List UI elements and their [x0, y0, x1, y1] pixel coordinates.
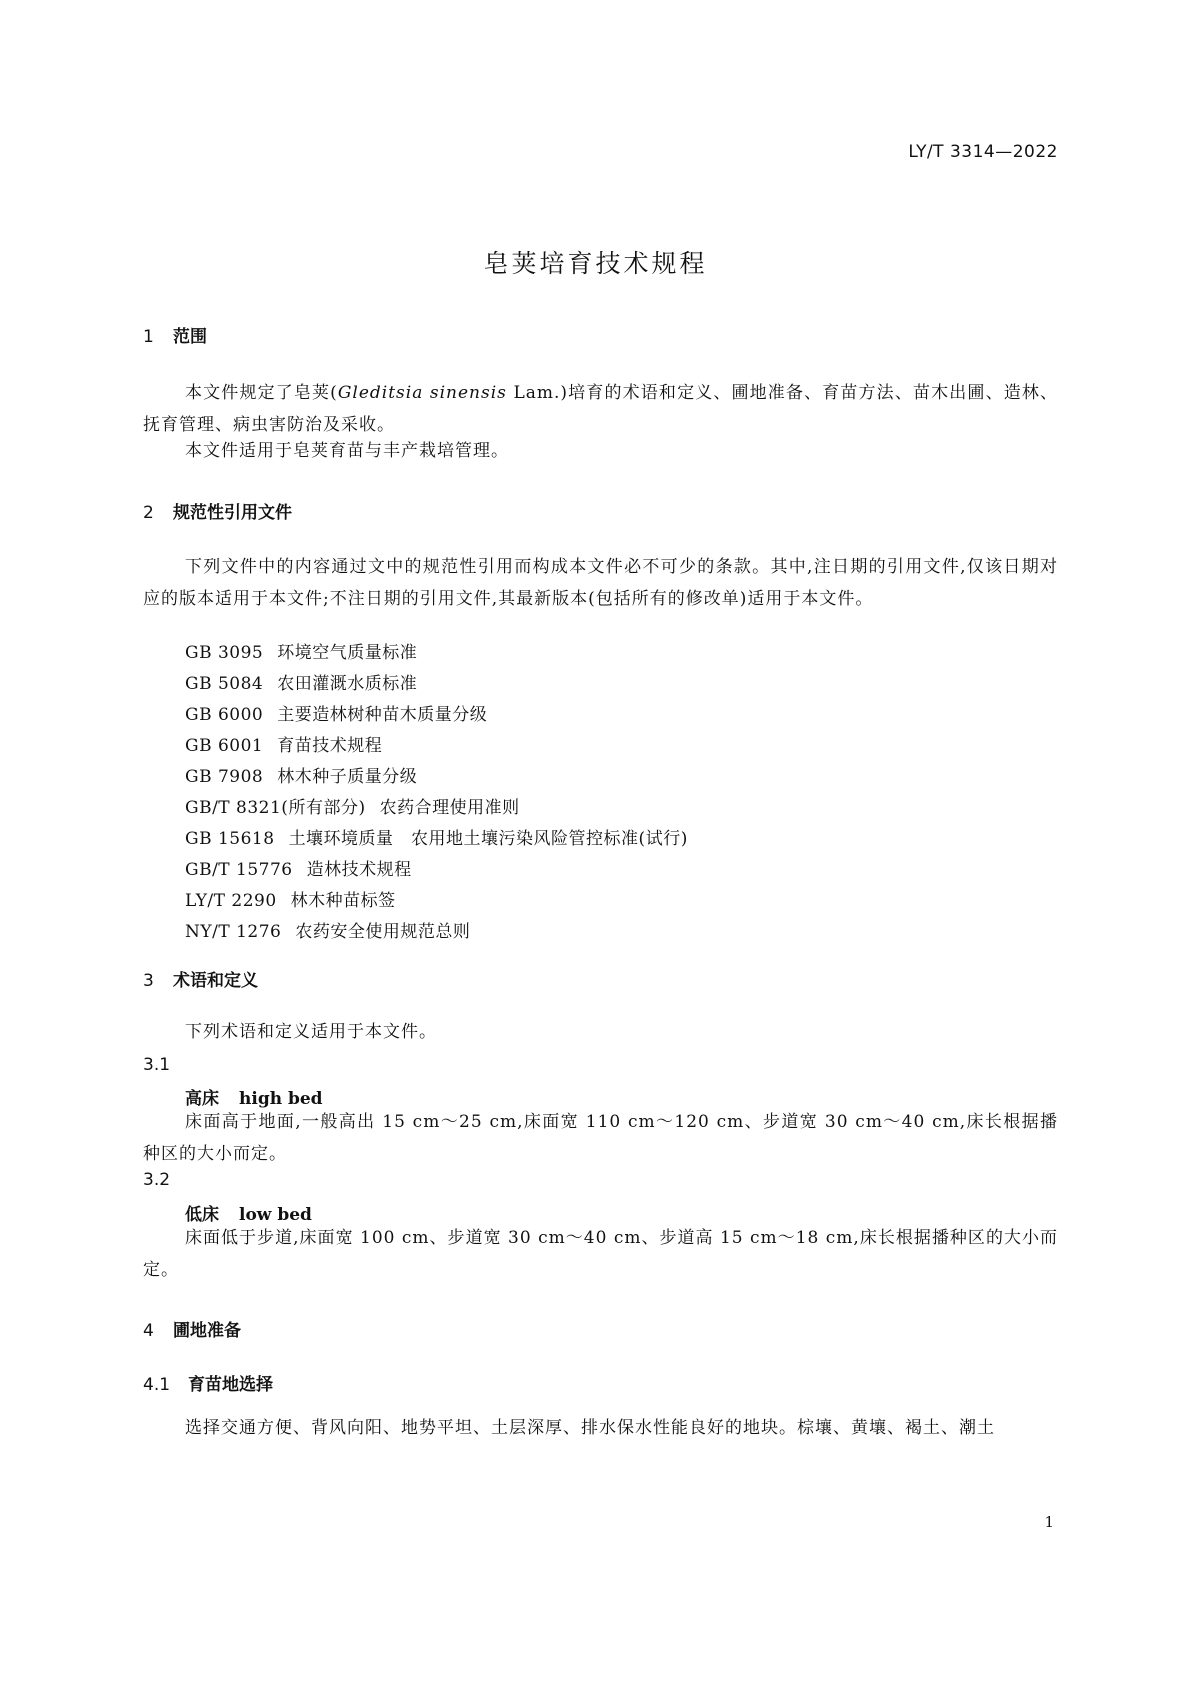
section-2-heading — [143, 498, 292, 523]
reference-code: GB/T 8321(所有部分) — [185, 798, 366, 818]
subsection-number: 4.1 — [143, 1375, 171, 1395]
term-number: 3.1 — [143, 1055, 171, 1075]
section-1-paragraph-1 — [143, 377, 1058, 441]
reference-title: 造林技术规程 — [306, 860, 412, 880]
document-title: 皂荚培育技术规程 — [483, 249, 708, 278]
normative-references-list — [185, 638, 688, 948]
term-english: high bed — [239, 1089, 323, 1109]
reference-title: 环境空气质量标准 — [277, 643, 418, 663]
term-definition: 床面高于地面,一般高出 15 cm～25 cm,床面宽 110 cm～120 cm、步道宽 30 cm～40 cm,床长根据播种区的大小而定。 — [143, 1112, 1058, 1164]
reference-item — [185, 824, 688, 855]
reference-code: GB 6001 — [185, 736, 264, 756]
term-chinese: 低床 — [185, 1205, 219, 1225]
reference-code: GB 5084 — [185, 674, 264, 694]
subsection-title: 育苗地选择 — [188, 1375, 273, 1395]
section-4-heading — [143, 1316, 241, 1341]
reference-item — [185, 793, 688, 824]
term-definition: 床面低于步道,床面宽 100 cm、步道宽 30 cm～40 cm、步道高 15 cm～18 cm,床长根据播种区的大小而定。 — [143, 1228, 1058, 1280]
section-1-heading — [143, 322, 207, 347]
section-3-intro: 下列术语和定义适用于本文件。 — [185, 1022, 437, 1042]
reference-title: 农药合理使用准则 — [379, 798, 520, 818]
latin-name: Gleditsia sinensis — [337, 383, 507, 403]
section-2-intro: 下列文件中的内容通过文中的规范性引用而构成本文件必不可少的条款。其中,注日期的引用文件,仅该日期对应的版本适用于本文件;不注日期的引用文件,其最新版本(包括所有的修改单)适用于本文件。 — [143, 557, 1058, 609]
reference-item — [185, 669, 688, 700]
standard-code: LY/T 3314—2022 — [908, 142, 1058, 162]
section-3-heading — [143, 966, 258, 991]
reference-item — [185, 855, 688, 886]
section-title: 范围 — [173, 327, 207, 347]
section-title: 术语和定义 — [173, 971, 258, 991]
reference-code: GB 3095 — [185, 643, 264, 663]
reference-item — [185, 731, 688, 762]
reference-code: GB/T 15776 — [185, 860, 293, 880]
section-number: 1 — [143, 327, 154, 347]
section-1-paragraph-2: 本文件适用于皂荚育苗与丰产栽培管理。 — [185, 441, 509, 461]
reference-title: 育苗技术规程 — [277, 736, 383, 756]
reference-title: 林木种子质量分级 — [277, 767, 418, 787]
reference-item — [185, 917, 688, 948]
reference-item — [185, 638, 688, 669]
reference-title: 土壤环境质量 农用地土壤污染风险管控标准(试行) — [288, 829, 688, 849]
reference-code: LY/T 2290 — [185, 891, 277, 911]
reference-title: 林木种苗标签 — [290, 891, 396, 911]
reference-title: 农田灌溉水质标准 — [277, 674, 418, 694]
subsection-4-1-paragraph: 选择交通方便、背风向阳、地势平坦、土层深厚、排水保水性能良好的地块。棕壤、黄壤、褐土、潮土 — [185, 1418, 995, 1438]
reference-code: GB 15618 — [185, 829, 275, 849]
section-number: 3 — [143, 971, 154, 991]
reference-item — [185, 762, 688, 793]
reference-title: 主要造林树种苗木质量分级 — [277, 705, 488, 725]
section-number: 4 — [143, 1321, 154, 1341]
reference-item — [185, 700, 688, 731]
text-run: 本文件规定了皂荚( — [185, 383, 338, 403]
reference-code: NY/T 1276 — [185, 922, 282, 942]
subsection-4-1-heading — [143, 1370, 273, 1395]
reference-code: GB 7908 — [185, 767, 264, 787]
reference-title: 农药安全使用规范总则 — [295, 922, 471, 942]
term-number: 3.2 — [143, 1170, 171, 1190]
term-chinese: 高床 — [185, 1089, 219, 1109]
section-title: 规范性引用文件 — [173, 503, 292, 523]
term-english: low bed — [239, 1205, 312, 1225]
section-number: 2 — [143, 503, 154, 523]
section-title: 圃地准备 — [173, 1321, 241, 1341]
text-run: Lam.)培育的术语和定义、圃地准备、育苗方法、苗木出圃、造林、抚育管理、病虫害防治及采收。 — [143, 383, 1059, 435]
reference-item — [185, 886, 688, 917]
reference-code: GB 6000 — [185, 705, 264, 725]
page-number: 1 — [1044, 1513, 1054, 1531]
